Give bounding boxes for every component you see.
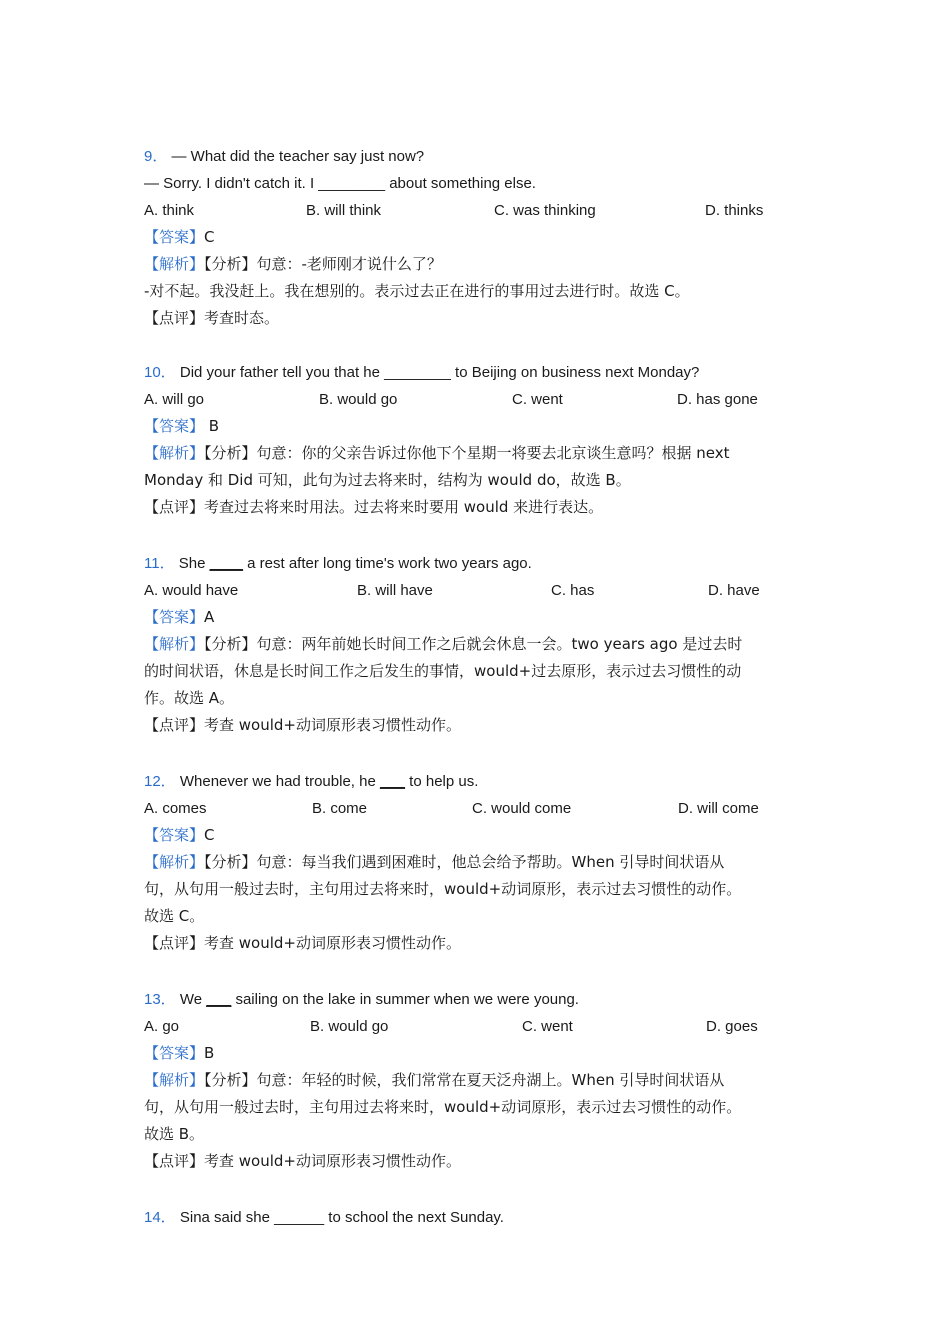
comment-line xyxy=(144,494,814,521)
options-row xyxy=(144,197,814,224)
analysis-text: 作。故选 A。 xyxy=(144,689,235,707)
answer-line xyxy=(144,604,814,631)
analysis-line xyxy=(144,658,814,685)
stem-text: Sina said she ______ to school the next Sunday. xyxy=(175,1209,504,1226)
stem-text: a rest after long time's work two years ago. xyxy=(242,555,532,572)
option-d: D. will come xyxy=(678,800,759,817)
comment-text: 【点评】考查时态。 xyxy=(144,309,280,327)
answer-line xyxy=(144,822,814,849)
question-number: 13． xyxy=(144,991,176,1008)
question-stem xyxy=(144,986,814,1013)
comment-line xyxy=(144,1148,814,1175)
analysis-text: 句，从句用一般过去时，主句用过去将来时，would+动词原形，表示过去习惯性的动作。 xyxy=(144,1098,742,1116)
answer-line xyxy=(144,1040,814,1067)
question-10 xyxy=(144,359,814,521)
analysis-line xyxy=(144,1121,814,1148)
answer-value: A xyxy=(204,608,215,626)
option-a: A. think xyxy=(144,202,195,219)
comment-text: 【点评】考查 would+动词原形表习惯性动作。 xyxy=(144,934,461,952)
option-b: B. would go xyxy=(319,391,398,408)
analysis-line xyxy=(144,467,814,494)
analysis-text: 故选 C。 xyxy=(144,907,205,925)
answer-value: C xyxy=(204,826,215,844)
option-c: C. has xyxy=(551,582,595,599)
option-d: D. goes xyxy=(706,1018,758,1035)
answer-blank: ___ xyxy=(206,991,232,1008)
option-c: C. went xyxy=(522,1018,573,1035)
analysis-line xyxy=(144,440,814,467)
option-a: A. will go xyxy=(144,391,205,408)
analysis-text: Monday 和 Did 可知，此句为过去将来时，结构为 would do，故选 B。 xyxy=(144,471,631,489)
analysis-line xyxy=(144,685,814,712)
answer-value: B xyxy=(204,1044,215,1062)
analysis-text: 句，从句用一般过去时，主句用过去将来时，would+动词原形，表示过去习惯性的动作。 xyxy=(144,880,742,898)
analysis-line xyxy=(144,278,814,305)
analysis-label: 【解析】 xyxy=(144,635,205,653)
question-stem xyxy=(144,550,814,577)
stem-text: to help us. xyxy=(405,773,479,790)
question-number: 10． xyxy=(144,364,176,381)
question-stem xyxy=(144,143,814,170)
option-a: A. would have xyxy=(144,582,239,599)
question-11 xyxy=(144,550,814,739)
option-a: A. go xyxy=(144,1018,180,1035)
analysis-line xyxy=(144,631,814,658)
comment-line xyxy=(144,930,814,957)
comment-line xyxy=(144,305,814,332)
option-b: B. would go xyxy=(310,1018,389,1035)
question-14 xyxy=(144,1204,814,1231)
answer-label: 【答案】 xyxy=(144,1044,205,1062)
option-b: B. will have xyxy=(357,582,433,599)
analysis-text: 【分析】句意：每当我们遇到困难时，他总会给予帮助。When 引导时间状语从 xyxy=(204,853,725,871)
option-b: B. come xyxy=(312,800,368,817)
option-a: A. comes xyxy=(144,800,207,817)
question-13 xyxy=(144,986,814,1175)
question-number: 9． xyxy=(144,148,168,165)
question-stem xyxy=(144,1204,814,1231)
option-c: C. was thinking xyxy=(494,202,596,219)
analysis-line xyxy=(144,1067,814,1094)
comment-text: 【点评】考查 would+动词原形表习惯性动作。 xyxy=(144,1152,461,1170)
analysis-text: 【分析】句意：年轻的时候，我们常常在夏天泛舟湖上。When 引导时间状语从 xyxy=(204,1071,725,1089)
stem-text: Whenever we had trouble, he xyxy=(175,773,380,790)
question-stem xyxy=(144,359,814,386)
analysis-label: 【解析】 xyxy=(144,1071,205,1089)
analysis-text: -对不起。我没赶上。我在想别的。表示过去正在进行的事用过去进行时。故选 C。 xyxy=(144,282,690,300)
options-row xyxy=(144,1013,814,1040)
analysis-text: 故选 B。 xyxy=(144,1125,205,1143)
comment-text: 【点评】考查过去将来时用法。过去将来时要用 would 来进行表达。 xyxy=(144,498,604,516)
answer-value: B xyxy=(204,417,220,435)
options-row xyxy=(144,795,814,822)
analysis-label: 【解析】 xyxy=(144,255,205,273)
question-stem-2 xyxy=(144,170,814,197)
answer-label: 【答案】 xyxy=(144,228,205,246)
comment-line xyxy=(144,712,814,739)
analysis-line xyxy=(144,876,814,903)
question-stem xyxy=(144,768,814,795)
answer-label: 【答案】 xyxy=(144,417,205,435)
analysis-text: 【分析】句意：你的父亲告诉过你他下个星期一将要去北京谈生意吗？根据 next xyxy=(204,444,730,462)
stem-text: Did your father tell you that he ________ to Beijing on business next Monday? xyxy=(175,364,700,381)
answer-value: C xyxy=(204,228,215,246)
analysis-line xyxy=(144,903,814,930)
analysis-text: 【分析】句意：-老师刚才说什么了？ xyxy=(204,255,442,273)
question-12 xyxy=(144,768,814,957)
analysis-label: 【解析】 xyxy=(144,853,205,871)
answer-line xyxy=(144,224,814,251)
analysis-line xyxy=(144,1094,814,1121)
analysis-line xyxy=(144,849,814,876)
document-page xyxy=(144,143,814,1231)
stem-text: She xyxy=(174,555,210,572)
stem-text: sailing on the lake in summer when we were young. xyxy=(231,991,579,1008)
answer-line xyxy=(144,413,814,440)
option-b: B. will think xyxy=(306,202,382,219)
answer-blank: ___ xyxy=(379,773,406,790)
stem-text: We xyxy=(175,991,207,1008)
analysis-line xyxy=(144,251,814,278)
stem-text: — What did the teacher say just now? xyxy=(167,148,425,165)
answer-label: 【答案】 xyxy=(144,608,205,626)
answer-label: 【答案】 xyxy=(144,826,205,844)
question-number: 11． xyxy=(144,555,175,572)
stem-text-2: — Sorry. I didn't catch it. I ________ about something else. xyxy=(144,175,536,192)
option-c: C. went xyxy=(512,391,563,408)
options-row xyxy=(144,577,814,604)
analysis-text: 【分析】句意：两年前她长时间工作之后就会休息一会。two years ago 是过去时 xyxy=(204,635,743,653)
option-c: C. would come xyxy=(472,800,572,817)
option-d: D. have xyxy=(708,582,760,599)
question-number: 14． xyxy=(144,1209,176,1226)
question-9 xyxy=(144,143,814,332)
option-d: D. has gone xyxy=(677,391,758,408)
answer-blank: ____ xyxy=(209,555,243,572)
comment-text: 【点评】考查 would+动词原形表习惯性动作。 xyxy=(144,716,461,734)
options-row xyxy=(144,386,814,413)
option-d: D. thinks xyxy=(705,202,764,219)
question-number: 12． xyxy=(144,773,176,790)
analysis-label: 【解析】 xyxy=(144,444,205,462)
analysis-text: 的时间状语，休息是长时间工作之后发生的事情，would+过去原形，表示过去习惯性的动 xyxy=(144,662,742,680)
